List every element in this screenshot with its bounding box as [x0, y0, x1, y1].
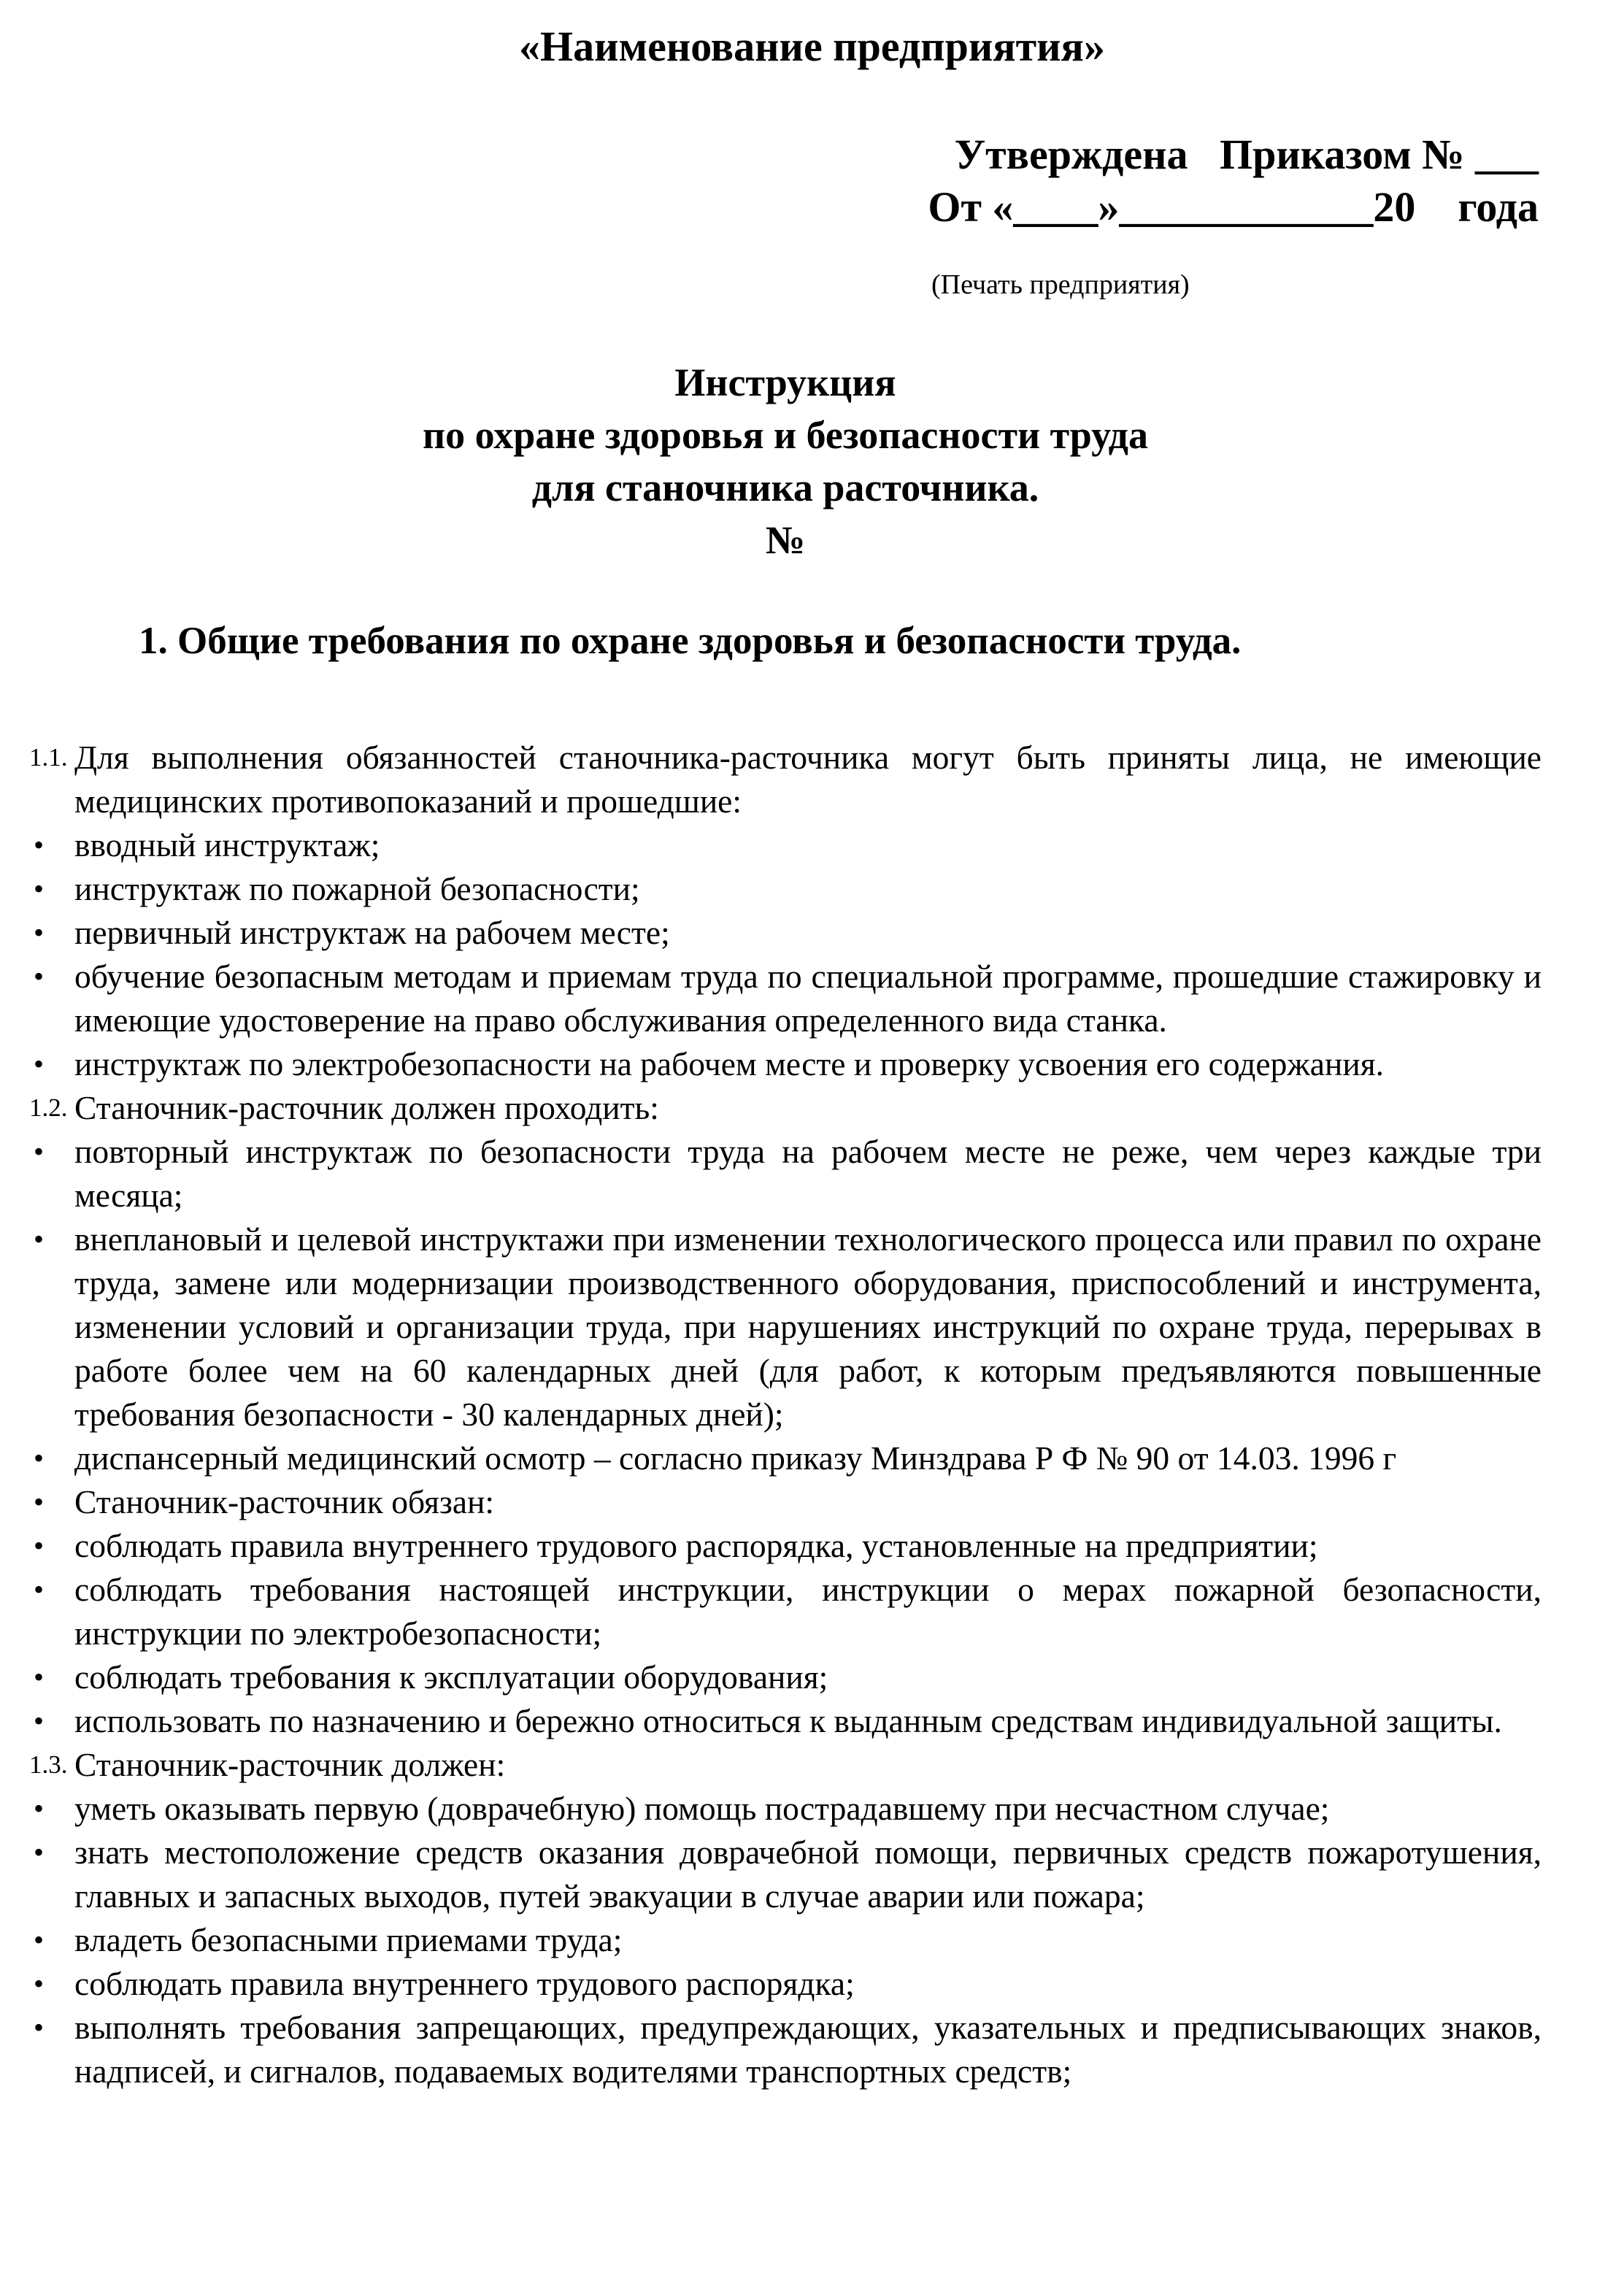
bullet-icon: •	[34, 1223, 45, 1255]
bullet-icon: •	[34, 2011, 45, 2044]
item-text: выполнять требования запрещающих, предупреждающих, указательных и предписывающих знаков, надписей, и сигналов, подаваемых водителями транспортных средств;	[74, 2009, 1542, 2090]
list-item	[29, 1524, 1542, 1568]
company-name: «Наименование предприятия»	[519, 23, 1105, 70]
item-number: 1.3.	[29, 1750, 68, 1779]
list-item	[29, 867, 1542, 911]
approval-block	[928, 128, 1539, 234]
list-item	[29, 911, 1542, 955]
list-item	[29, 736, 1542, 823]
item-text: инструктаж по пожарной безопасности;	[74, 870, 640, 907]
list-item	[29, 1042, 1542, 1086]
bullet-icon: •	[34, 1135, 45, 1168]
bullet-icon: •	[34, 1836, 45, 1869]
item-number: 1.2.	[29, 1093, 68, 1122]
title-line-profession: для станочника расточника.	[531, 466, 1039, 509]
list-item	[29, 1918, 1542, 1962]
approval-date-line: От «____»____________20 года	[928, 183, 1539, 231]
bullet-icon: •	[34, 1573, 45, 1606]
bullet-icon: •	[34, 916, 45, 949]
list-item	[29, 1655, 1542, 1699]
list-item	[29, 1130, 1542, 1217]
item-text: соблюдать требования настоящей инструкции, инструкции о мерах пожарной безопасности, инструкции по электробезопасности;	[74, 1571, 1542, 1652]
approval-order-line: Утверждена Приказом № ___	[954, 131, 1539, 178]
item-text: соблюдать правила внутреннего трудового распорядка;	[74, 1965, 855, 2002]
seal-placeholder: (Печать предприятия)	[931, 269, 1190, 300]
list-item	[29, 1831, 1542, 1918]
item-text: Станочник-расточник обязан:	[74, 1483, 495, 1520]
list-item	[29, 1217, 1542, 1436]
list-item	[29, 955, 1542, 1042]
bullet-icon: •	[34, 1967, 45, 2000]
bullet-icon: •	[34, 1661, 45, 1693]
bullet-icon: •	[34, 1704, 45, 1737]
bullet-icon: •	[34, 828, 45, 861]
list-item	[29, 1436, 1542, 1480]
item-text: знать местоположение средств оказания доврачебной помощи, первичных средств пожаротушения, главных и запасных выходов, путей эвакуации в случае аварии или пожара;	[74, 1834, 1542, 1915]
list-item	[29, 1962, 1542, 2006]
item-text: диспансерный медицинский осмотр – согласно приказу Минздрава Р Ф № 90 от 14.03. 1996 г	[74, 1439, 1397, 1477]
item-text: соблюдать правила внутреннего трудового распорядка, установленные на предприятии;	[74, 1527, 1318, 1564]
title-line-subject: по охране здоровья и безопасности труда	[422, 413, 1149, 457]
item-text: использовать по назначению и бережно относиться к выданным средствам индивидуальной защиты.	[74, 1702, 1502, 1739]
bullet-icon: •	[34, 1442, 45, 1474]
title-line-instruction: Инструкция	[674, 361, 896, 404]
bullet-icon: •	[34, 1529, 45, 1562]
list-item	[29, 1787, 1542, 1831]
item-text: Станочник-расточник должен проходить:	[74, 1089, 659, 1126]
item-text: повторный инструктаж по безопасности труда на рабочем месте не реже, чем через каждые три месяца;	[74, 1133, 1542, 1214]
item-text: Для выполнения обязанностей станочника-расточника могут быть приняты лица, не имеющие медицинских противопоказаний и прошедшие:	[74, 739, 1542, 820]
bullet-icon: •	[34, 960, 45, 993]
list-item	[29, 2006, 1542, 2093]
document-title	[0, 356, 1571, 566]
bullet-icon: •	[34, 1923, 45, 1956]
item-number: 1.1.	[29, 743, 68, 772]
item-text: инструктаж по электробезопасности на рабочем месте и проверку усвоения его содержания.	[74, 1045, 1385, 1082]
list-item	[29, 1568, 1542, 1655]
section-body	[29, 736, 1542, 2093]
item-text: обучение безопасным методам и приемам труда по специальной программе, прошедшие стажировку и имеющие удостоверение на право обслуживания определенного вида станка.	[74, 958, 1542, 1039]
item-text: Станочник-расточник должен:	[74, 1746, 506, 1783]
section-heading: 1. Общие требования по охране здоровья и безопасности труда.	[139, 620, 1242, 662]
bullet-icon: •	[34, 1485, 45, 1518]
item-text: владеть безопасными приемами труда;	[74, 1921, 623, 1958]
title-line-number: №	[765, 518, 806, 562]
list-item	[29, 1743, 1542, 1787]
item-text: вводный инструктаж;	[74, 826, 380, 863]
item-text: внеплановый и целевой инструктажи при изменении технологического процесса или правил по охране труда, замене или модернизации производственного оборудования, приспособлений и инструмента, изменении условий и организации труда, при нарушениях инструкций по охране труда, перерывах в работе более чем на 60 календарных дней (для работ, к которым предъявляются повышенные требования безопасности - 30 календарных дней);	[74, 1220, 1542, 1433]
list-item	[29, 823, 1542, 867]
item-text: первичный инструктаж на рабочем месте;	[74, 914, 670, 951]
item-text: уметь оказывать первую (доврачебную) помощь пострадавшему при несчастном случае;	[74, 1790, 1330, 1827]
bullet-icon: •	[34, 1792, 45, 1825]
bullet-icon: •	[34, 1047, 45, 1080]
list-item	[29, 1480, 1542, 1524]
item-text: соблюдать требования к эксплуатации оборудования;	[74, 1658, 828, 1696]
list-item	[29, 1699, 1542, 1743]
bullet-icon: •	[34, 872, 45, 905]
list-item	[29, 1086, 1542, 1130]
